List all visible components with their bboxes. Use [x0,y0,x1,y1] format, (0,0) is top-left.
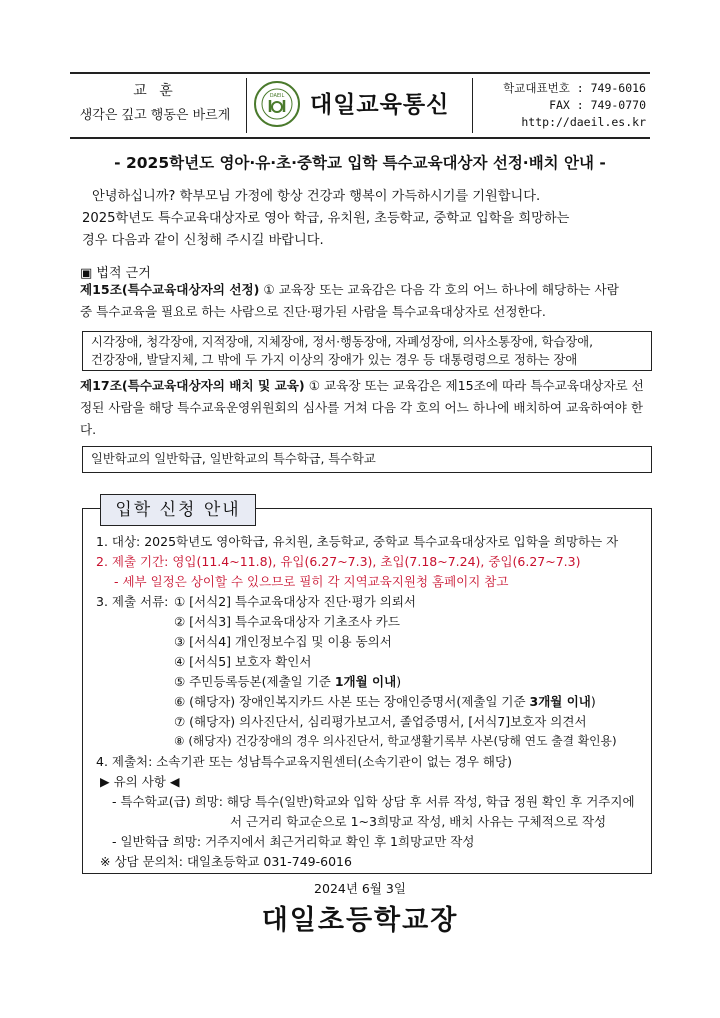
document-item: ⑥ (해당자) 장애인복지카드 사본 또는 장애인증명서(제출일 기준 3개월 이내) [174,694,596,709]
article-15-text: ① 교육장 또는 교육감은 다음 각 호의 어느 하나에 해당하는 사람 [259,282,619,297]
contact-info: ※ 상담 문의처: 대일초등학교 031-749-6016 [100,854,352,869]
phone-number: 학교대표번호 : 749-6016 [503,81,646,95]
caution-item: - 일반학급 희망: 거주지에서 최근거리학교 확인 후 1희망교만 작성 [112,834,475,849]
caution-item: - 특수학교(급) 희망: 해당 특수(일반)학교와 입학 상담 후 서류 작성, 학급 정원 확인 후 거주지에 [112,794,635,809]
school-motto [70,80,240,123]
school-contact [480,80,646,131]
fax-number: FAX : 749-0770 [549,98,646,112]
document-item: ③ [서식4] 개인정보수집 및 이용 동의서 [174,634,392,649]
motto-label: 교 훈 [133,83,177,99]
document-item: ⑧ (해당자) 건강장애의 경우 의사진단서, 학교생활기록부 사본(당해 연도 출결 확인용) [174,734,617,748]
article-17-text: 다. [80,422,97,437]
intro-line: 경우 다음과 같이 신청해 주시길 바랍니다. [82,233,324,248]
caution-heading: ▶ 유의 사항 ◀ [100,774,180,789]
document-item: ⑦ (해당자) 의사진단서, 심리평가보고서, 졸업증명서, [서식7]보호자 의견서 [174,714,587,729]
article-15 [80,279,646,323]
newsletter-header [70,72,650,139]
admission-item-period: 2. 제출 기간: 영입(11.4~11.8), 유입(6.27~7.3), 초입(7.18~7.24), 중입(6.27~7.3) [96,554,581,569]
admission-item-target: 1. 대상: 2025학년도 영아학급, 유치원, 초등학교, 중학교 특수교육대상자로 입학을 희망하는 자 [96,534,619,549]
intro-line: 안녕하십니까? 학부모님 가정에 항상 건강과 행복이 가득하시기를 기원합니다. [92,189,541,204]
motto-text: 생각은 깊고 행동은 바르게 [79,108,231,123]
period-note: - 세부 일정은 상이할 수 있으므로 필히 각 지역교육지원청 홈페이지 참고 [114,574,509,589]
article-17 [80,375,646,441]
notice-title: - 2025학년도 영아·유·초·중학교 입학 특수교육대상자 선정·배치 안내 - [114,154,606,172]
document-item: ⑤ 주민등록등본(제출일 기준 1개월 이내) [174,674,402,689]
logo-text: DAEIL [269,93,285,99]
admission-tab-label: 입학 신청 안내 [100,494,256,526]
header-divider [472,78,473,133]
header-divider [246,78,247,133]
documents-label: 3. 제출 서류: [96,594,169,609]
article-15-title: 제15조(특수교육대상자의 선정) [80,282,260,297]
admission-item-place: 4. 제출처: 소속기관 또는 성남특수교육지원센터(소속기관이 없는 경우 해당) [96,754,512,769]
article-17-title: 제17조(특수교육대상자의 배치 및 교육) [80,378,305,393]
website-link[interactable]: http://daeil.es.kr [521,115,646,129]
article-15-text: 중 특수교육을 필요로 하는 사람으로 진단·평가된 사람을 특수교육대상자로 선정한다. [80,304,546,319]
article-17-text: 정된 사람을 해당 특수교육운영위원회의 심사를 거쳐 다음 각 호의 어느 하나에 배치하여 교육하여야 한 [80,400,643,415]
box-line: 시각장애, 청각장애, 지적장애, 지체장애, 정서·행동장애, 자폐성장애, 의사소통장애, 학습장애, [91,335,594,349]
disability-types-box [82,331,652,371]
law-heading: ▣ 법적 근거 [80,266,151,281]
school-emblem-icon [253,80,301,128]
intro-line: 2025학년도 특수교육대상자로 영아 학급, 유치원, 초등학교, 중학교 입학을 희망하는 [82,211,570,226]
box-line: 일반학교의 일반학급, 일반학교의 특수학급, 특수학교 [91,452,376,466]
newsletter-name: 대일교육통신 [310,92,450,118]
intro-paragraph [82,186,642,252]
document-item: ② [서식3] 특수교육대상자 기초조사 카드 [174,614,400,629]
box-line: 건강장애, 발달지체, 그 밖에 두 가지 이상의 장애가 있는 경우 등 대통령령으로 정하는 장애 [91,353,578,367]
caution-item: 서 근거리 학교순으로 1~3희망교 작성, 배치 사유는 구체적으로 작성 [230,814,607,829]
document-item: ④ [서식5] 보호자 확인서 [174,654,312,669]
issue-date: 2024년 6월 3일 [314,881,406,896]
principal-signature: 대일초등학교장 [261,905,459,936]
document-item: ① [서식2] 특수교육대상자 진단·평가 의뢰서 [174,594,416,609]
article-17-text: ① 교육장 또는 교육감은 제15조에 따라 특수교육대상자로 선 [304,378,644,393]
placement-box [82,446,652,473]
